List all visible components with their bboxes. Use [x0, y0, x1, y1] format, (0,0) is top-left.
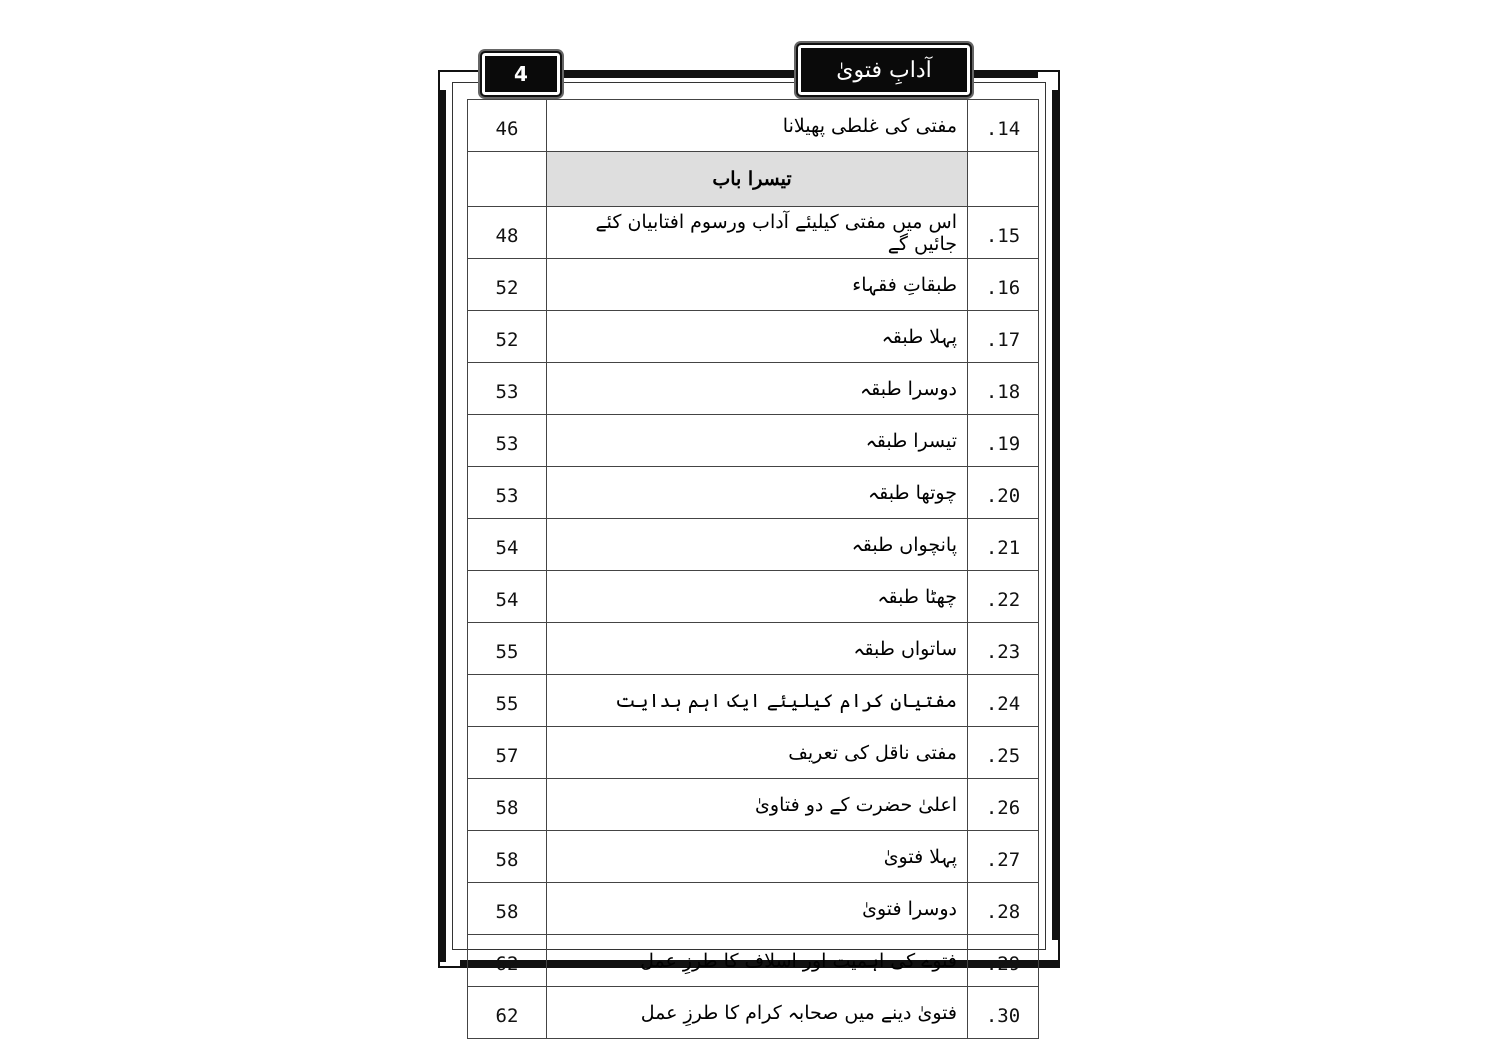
- entry-number: .19: [968, 415, 1039, 467]
- entry-title: طبقاتِ فقہاء: [547, 259, 968, 311]
- page-number-cell: 57: [468, 727, 547, 779]
- entry-title: تیسرا طبقہ: [547, 415, 968, 467]
- entry-number: .22: [968, 571, 1039, 623]
- page-number-cell: 46: [468, 100, 547, 152]
- table-row: [468, 727, 1039, 779]
- table-row: [468, 987, 1039, 1039]
- table-row: [468, 467, 1039, 519]
- page-number-cell: 52: [468, 311, 547, 363]
- entry-title: چھٹا طبقہ: [547, 571, 968, 623]
- entry-number: .17: [968, 311, 1039, 363]
- table-row: [468, 100, 1039, 152]
- chapter-heading-row: [468, 152, 1039, 207]
- page-number-cell: 53: [468, 467, 547, 519]
- page-number-tab: [482, 53, 560, 95]
- entry-number: .26: [968, 779, 1039, 831]
- page-number-cell: 52: [468, 259, 547, 311]
- table-row: [468, 207, 1039, 259]
- entry-title: پہلا فتویٰ: [547, 831, 968, 883]
- page-number-cell: 58: [468, 831, 547, 883]
- chapter-heading: تیسرا باب: [547, 152, 968, 207]
- entry-number: .24: [968, 675, 1039, 727]
- page-number-cell: 53: [468, 363, 547, 415]
- entry-number: .18: [968, 363, 1039, 415]
- page-number-cell: 54: [468, 571, 547, 623]
- entry-number: .21: [968, 519, 1039, 571]
- entry-number: .30: [968, 987, 1039, 1039]
- entry-title: مفتی ناقل کی تعریف: [547, 727, 968, 779]
- entry-number: .15: [968, 207, 1039, 259]
- frame-border-right: [1052, 90, 1060, 940]
- table-row: [468, 519, 1039, 571]
- page-number-cell: 62: [468, 987, 547, 1039]
- table-row: [468, 831, 1039, 883]
- entry-title: اعلیٰ حضرت کے دو فتاویٰ: [547, 779, 968, 831]
- entry-number: .20: [968, 467, 1039, 519]
- page-cell-empty: [468, 152, 547, 207]
- table-row: [468, 935, 1039, 987]
- entry-title: مفتی کی غلطی پھیلانا: [547, 100, 968, 152]
- table-row: [468, 779, 1039, 831]
- table-row: [468, 363, 1039, 415]
- table-of-contents: [467, 99, 1039, 1039]
- entry-number: .29: [968, 935, 1039, 987]
- page-number-cell: 58: [468, 883, 547, 935]
- page-number-cell: 55: [468, 623, 547, 675]
- entry-title: چوتھا طبقہ: [547, 467, 968, 519]
- page-number-cell: 48: [468, 207, 547, 259]
- table-row: [468, 623, 1039, 675]
- page-number-cell: 62: [468, 935, 547, 987]
- entry-title: دوسرا طبقہ: [547, 363, 968, 415]
- entry-title: پانچواں طبقہ: [547, 519, 968, 571]
- table-row: [468, 675, 1039, 727]
- entry-number: .27: [968, 831, 1039, 883]
- page-number: 4: [514, 62, 528, 86]
- table-row: [468, 259, 1039, 311]
- frame-border-left: [438, 90, 446, 962]
- table-row: [468, 883, 1039, 935]
- num-cell-empty: [968, 152, 1039, 207]
- entry-number: .25: [968, 727, 1039, 779]
- entry-title: پہلا طبقہ: [547, 311, 968, 363]
- page-number-cell: 58: [468, 779, 547, 831]
- entry-title: ساتواں طبقہ: [547, 623, 968, 675]
- table-row: [468, 311, 1039, 363]
- book-title: آدابِ فتویٰ: [836, 57, 932, 83]
- toc-body: [468, 100, 1039, 1039]
- entry-title: مفتیانِ کرام کیلیئے ایک اہم ہدایت: [547, 675, 968, 727]
- entry-title: اس میں مفتی کیلیئے آداب ورسوم افتابیان کئے جائیں گے: [547, 207, 968, 259]
- entry-title: فتوے کی اہمیت اور اسلاف کا طرزِ عمل: [547, 935, 968, 987]
- entry-number: .16: [968, 259, 1039, 311]
- page-number-cell: 53: [468, 415, 547, 467]
- table-row: [468, 571, 1039, 623]
- entry-number: .14: [968, 100, 1039, 152]
- table-row: [468, 415, 1039, 467]
- entry-number: .28: [968, 883, 1039, 935]
- page-number-cell: 55: [468, 675, 547, 727]
- page-number-cell: 54: [468, 519, 547, 571]
- entry-title: دوسرا فتویٰ: [547, 883, 968, 935]
- book-title-tab: [798, 45, 970, 95]
- entry-number: .23: [968, 623, 1039, 675]
- entry-title: فتویٰ دینے میں صحابہ کرام کا طرزِ عمل: [547, 987, 968, 1039]
